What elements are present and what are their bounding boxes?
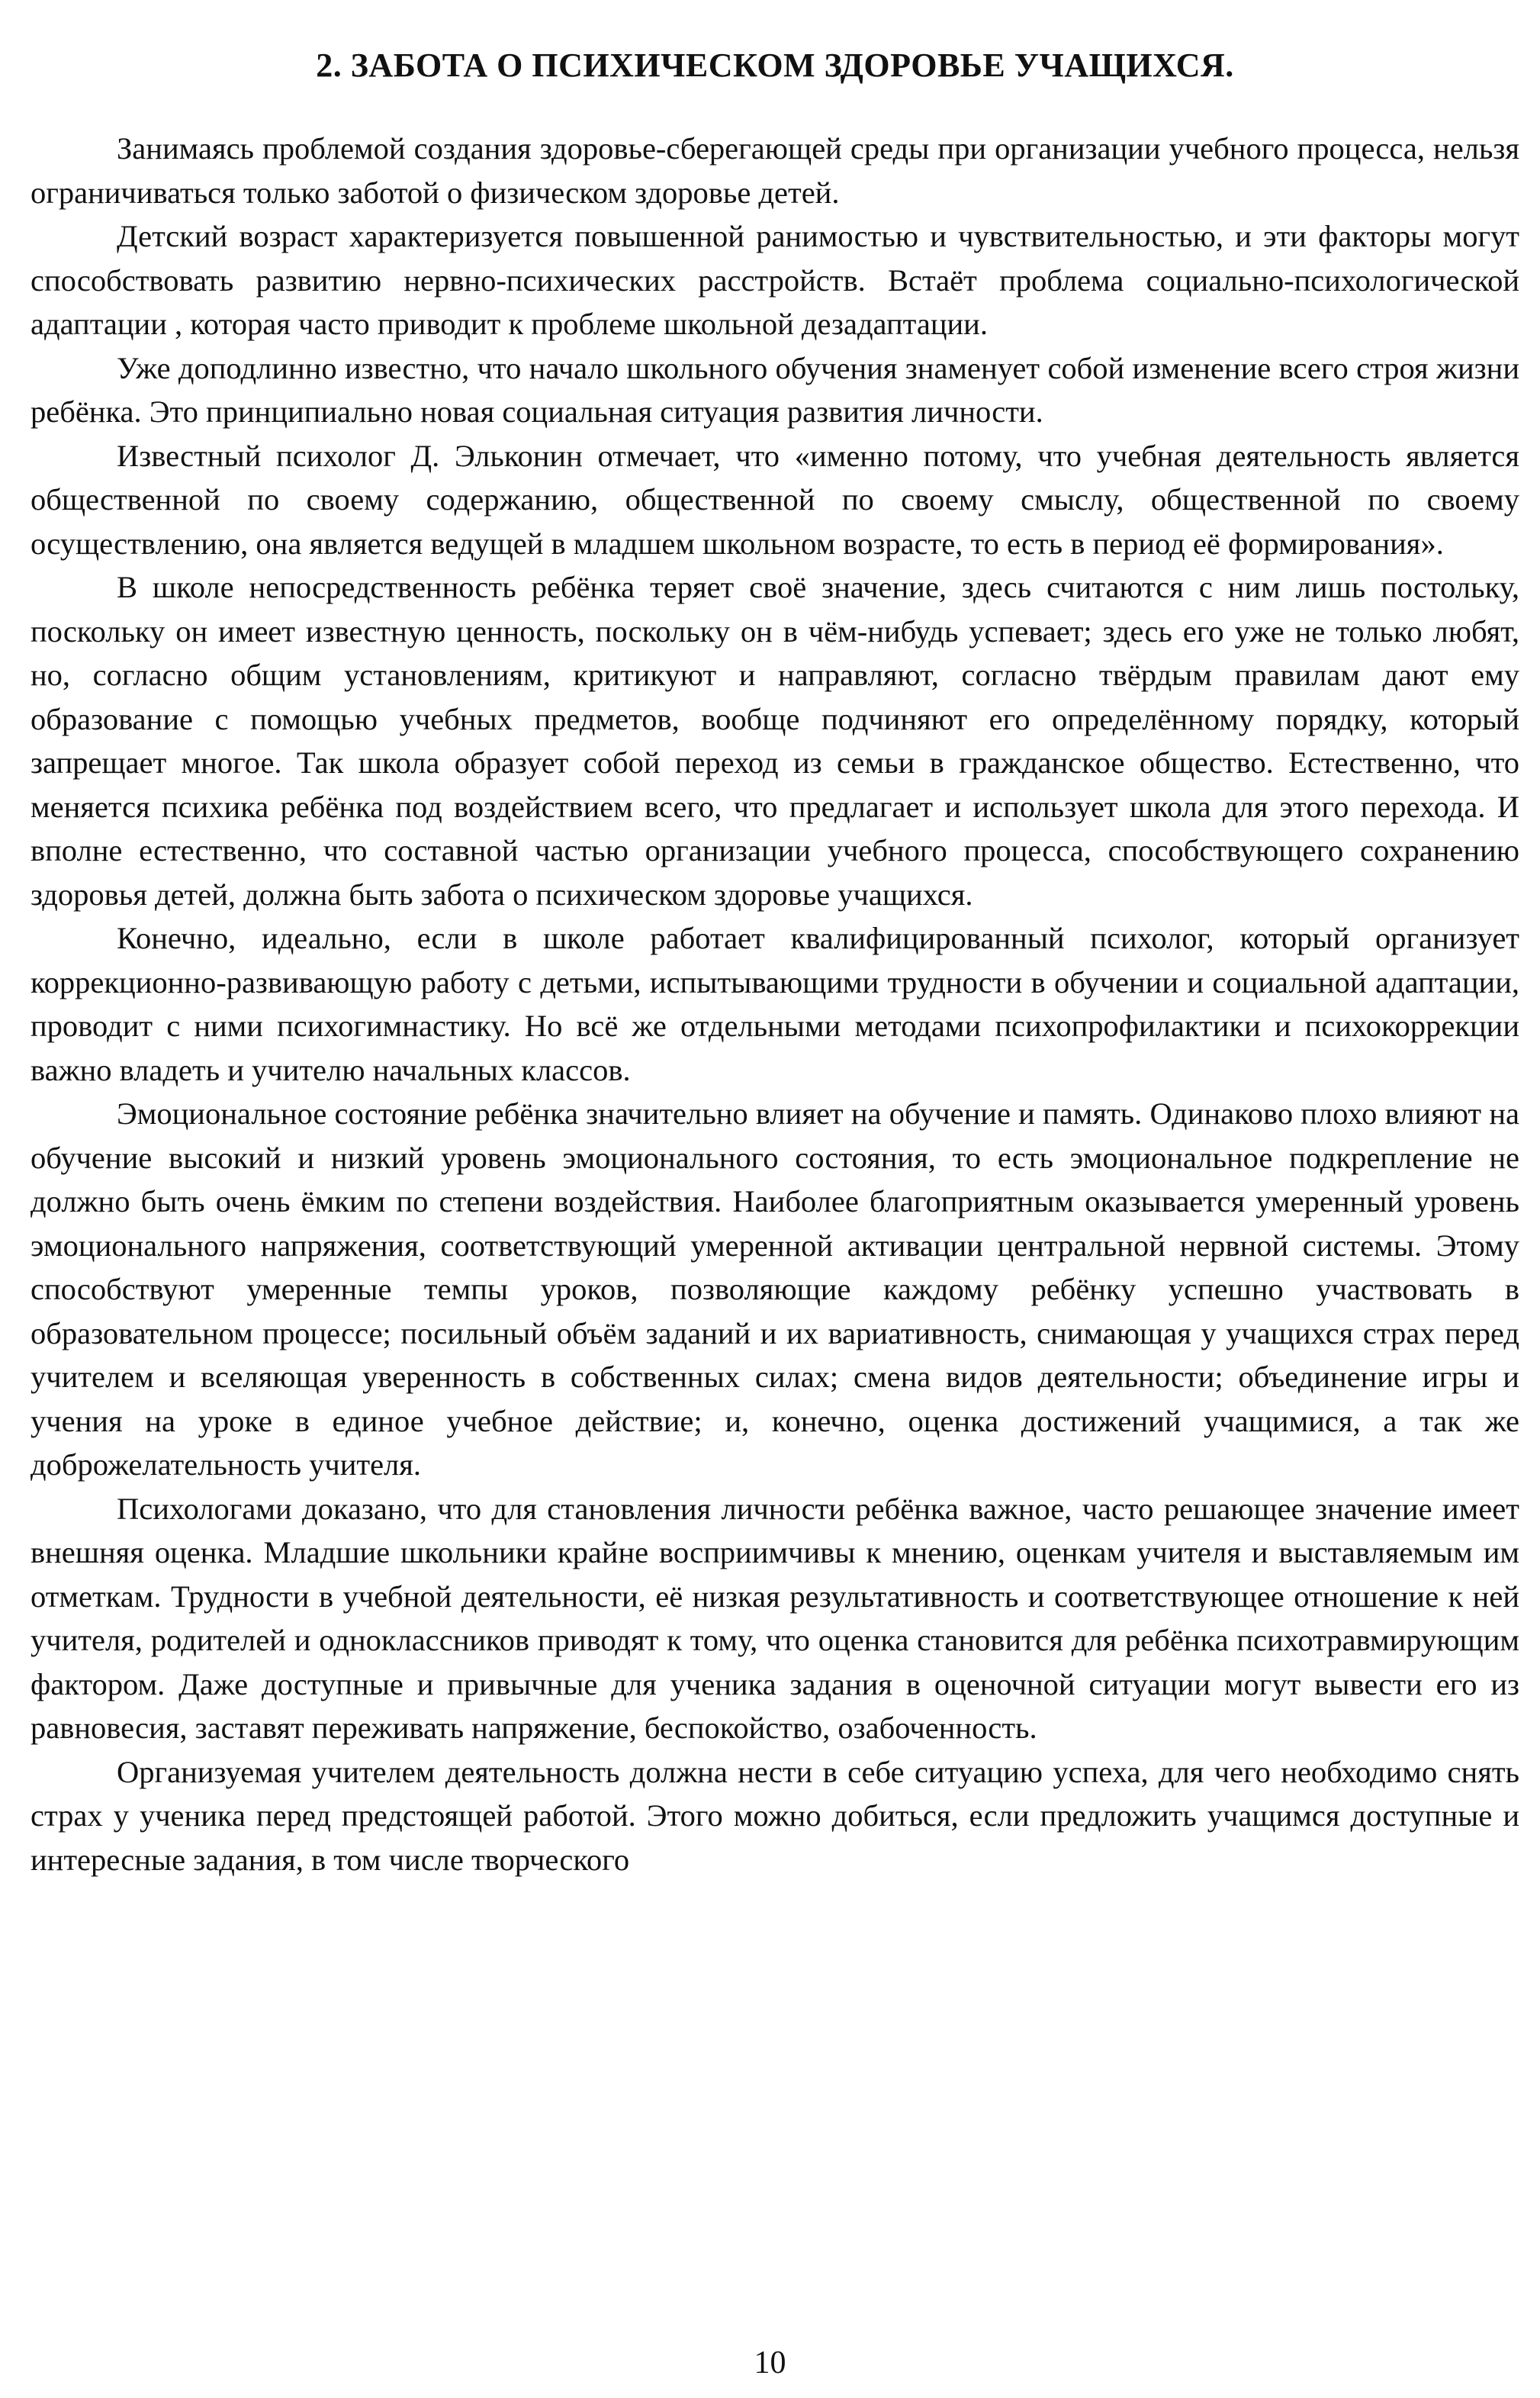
paragraph-2: Детский возраст характеризуется повышенной ранимостью и чувствительностью, и эти факторы могут способствовать развитию нервно-психических расстройств. Встаёт проблема социально-психологической адаптации , которая часто приводит к проблеме школьной дезадаптации. (31, 219, 1519, 341)
page-number: 10 (754, 2345, 786, 2380)
paragraph-3: Уже доподлинно известно, что начало школьного обучения знаменует собой изменение всего строя жизни ребёнка. Это принципиально новая социальная ситуация развития личности. (31, 350, 1519, 429)
paragraph-6: Конечно, идеально, если в школе работает квалифицированный психолог, который организует коррекционно-развивающую работу с детьми, испытывающими трудности в обучении и социальной адаптации, проводит с ними психогимнастику. Но всё же отдельными методами психопрофилактики и психокоррекции важно владеть и учителю начальных классов. (31, 921, 1519, 1087)
paragraph-4: Известный психолог Д. Эльконин отмечает, что «именно потому, что учебная деятельность является общественной по своему содержанию, общественной по своему смыслу, общественной по своему осуществлению, она является ведущей в младшем школьном возрасте, то есть в период её формирования». (31, 438, 1519, 561)
paragraph-9: Организуемая учителем деятельность должна нести в себе ситуацию успеха, для чего необходимо снять страх у ученика перед предстоящей работой. Этого можно добиться, если предложить учащимся доступные и интересные задания, в том числе творческого (31, 1754, 1519, 1877)
paragraph-8: Психологами доказано, что для становления личности ребёнка важное, часто решающее значение имеет внешняя оценка. Младшие школьники крайне восприимчивы к мнению, оценкам учителя и выставляемым им отметкам. Трудности в учебной деятельности, её низкая результативность и соответствующее отношение к ней учителя, родителей и одноклассников приводят к тому, что оценка становится для ребёнка психотравмирующим фактором. Даже доступные и привычные для ученика задания в оценочной ситуации могут вывести его из равновесия, заставят переживать напряжение, беспокойство, озабоченность. (31, 1491, 1519, 1745)
paragraph-5: В школе непосредственность ребёнка теряет своё значение, здесь считаются с ним лишь постольку, поскольку он имеет известную ценность, поскольку он в чём-нибудь успевает; здесь его уже не только любят, но, согласно общим установлениям, критикуют и направляют, согласно твёрдым правилам дают ему образование с помощью учебных предметов, вообще подчиняют его определённому порядку, который запрещает многое. Так школа образует собой переход из семьи в гражданское общество. Естественно, что меняется психика ребёнка под воздействием всего, что предлагает и использует школа для этого перехода. И вполне естественно, что составной частью организации учебного процесса, способствующего сохранению здоровья детей, должна быть забота о психическом здоровье учащихся. (31, 570, 1519, 912)
paragraph-7: Эмоциональное состояние ребёнка значительно влияет на обучение и память. Одинаково плохо влияют на обучение высокий и низкий уровень эмоционального состояния, то есть эмоциональное подкрепление не должно быть очень ёмким по степени воздействия. Наиболее благоприятным оказывается умеренный уровень эмоционального напряжения, соответствующий умеренной активации центральной нервной системы. Этому способствуют умеренные темпы уроков, позволяющие каждому ребёнку успешно участвовать в образовательном процессе; посильный объём заданий и их вариативность, снимающая у учащихся страх перед учителем и вселяющая уверенность в собственных силах; смена видов деятельности; объединение игры и учения на уроке в единое учебное действие; и, конечно, оценка достижений учащимися, а так же доброжелательность учителя. (31, 1096, 1519, 1482)
paragraph-1: Занимаясь проблемой создания здоровье-сберегающей среды при организации учебного процесса, нельзя ограничиваться только заботой о физическом здоровье детей. (31, 131, 1519, 210)
document-page (31, 43, 1519, 1881)
section-title: 2. ЗАБОТА О ПСИХИЧЕСКОМ ЗДОРОВЬЕ УЧАЩИХСЯ. (316, 47, 1234, 84)
